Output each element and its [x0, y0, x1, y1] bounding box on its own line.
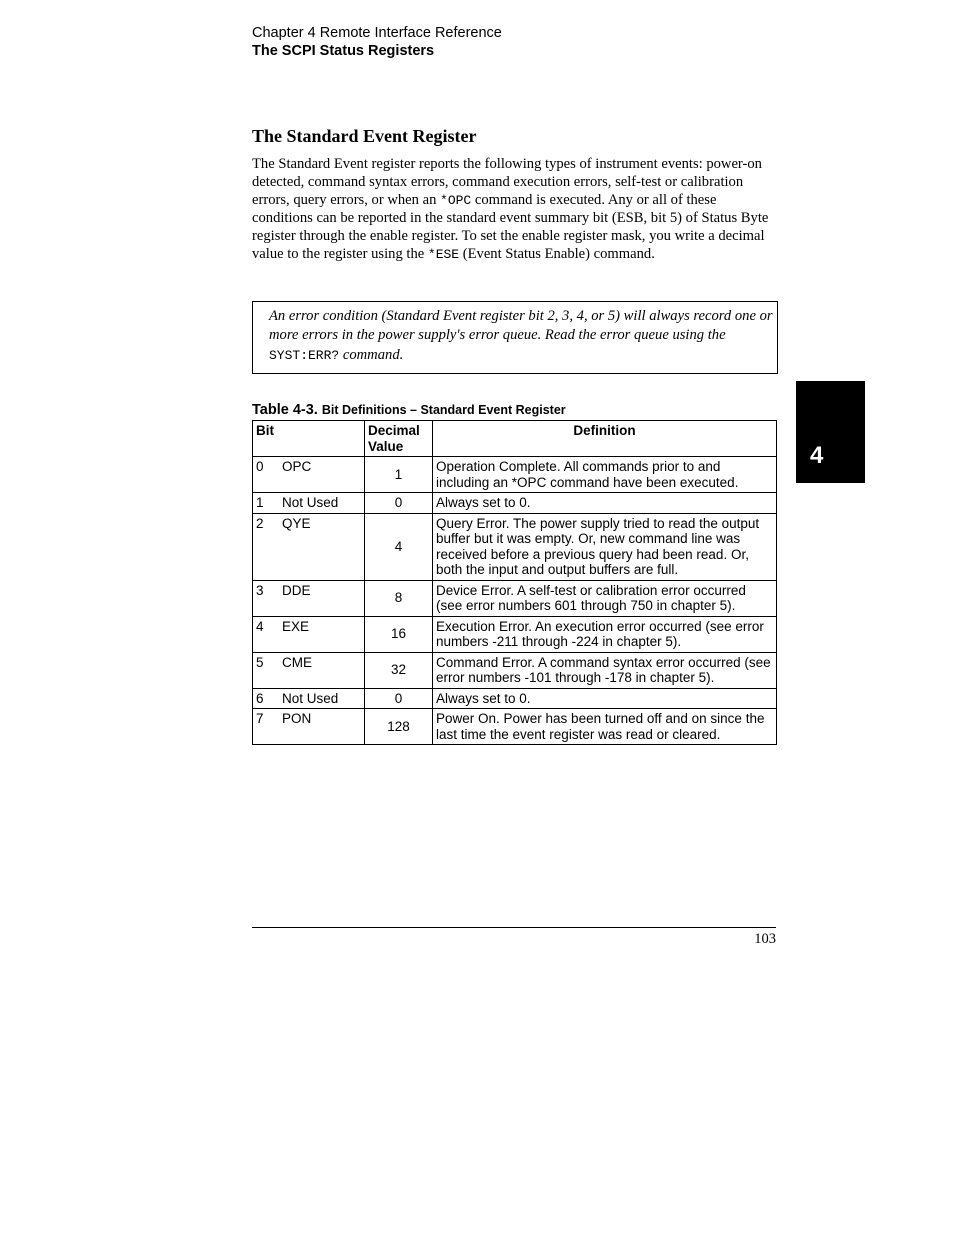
header-definition: Definition [433, 421, 777, 457]
chapter-tab [796, 381, 865, 483]
page-number: 103 [754, 931, 776, 947]
decimal-value: 32 [365, 652, 433, 688]
bit-cell [253, 493, 365, 514]
bit-name: CME [282, 654, 312, 670]
definition-cell: Query Error. The power supply tried to read the output buffer but it was empty. Or, new command line was received before a previous query had been read. Or, both the input and output buffers are full. [433, 513, 777, 580]
bit-name: QYE [282, 515, 311, 531]
bit-number: 5 [256, 654, 264, 670]
table-row [253, 709, 777, 745]
table-row [253, 513, 777, 580]
definition-cell: Execution Error. An execution error occurred (see error numbers -211 through -224 in chapter 5). [433, 616, 777, 652]
bit-number: 6 [256, 690, 264, 706]
decimal-value: 0 [365, 688, 433, 709]
header-decimal-line2: Value [368, 438, 404, 454]
bit-name: Not Used [282, 495, 339, 510]
decimal-value: 0 [365, 493, 433, 514]
table-row [253, 616, 777, 652]
table-row [253, 493, 777, 514]
running-header-chapter: Chapter 4 Remote Interface Reference [252, 25, 502, 41]
opc-command: *OPC [440, 192, 472, 208]
bit-number: 3 [256, 582, 264, 598]
running-header-section: The SCPI Status Registers [252, 43, 435, 59]
table-caption-label: Table 4-3. [252, 402, 318, 418]
decimal-value: 16 [365, 616, 433, 652]
decimal-value: 4 [365, 513, 433, 580]
bit-name: EXE [282, 618, 310, 634]
body-text-2: command is executed. Any or all of these conditions can be reported in the standard event summary bit (ESB, bit 5) of Status Byte register through the enable register. To set the enable register mask, you write a decimal value to the register using the [252, 191, 769, 262]
bit-number: 7 [256, 711, 264, 726]
ese-command: *ESE [427, 246, 460, 262]
bit-definitions-table [252, 420, 777, 745]
definition-cell: Operation Complete. All commands prior to and including an *OPC command have been executed. [433, 457, 777, 493]
body-text-3: (Event Status Enable) command. [459, 245, 655, 262]
bit-number: 4 [256, 618, 264, 634]
bit-cell [253, 513, 365, 580]
table-row [253, 652, 777, 688]
bit-cell [253, 616, 365, 652]
bit-name: Not Used [282, 690, 339, 706]
header-bit: Bit [253, 421, 365, 457]
footer-rule [252, 927, 776, 928]
table-caption-title: Bit Definitions – Standard Event Register [321, 403, 566, 417]
note-box [252, 301, 778, 374]
bit-name: DDE [282, 582, 311, 598]
definition-cell: Always set to 0. [433, 688, 777, 709]
decimal-value: 128 [365, 709, 433, 745]
bit-number: 0 [256, 459, 264, 474]
bit-cell [253, 688, 365, 709]
definition-cell: Always set to 0. [433, 493, 777, 514]
bit-number: 2 [256, 515, 264, 531]
syst-err-command: SYST:ERR? [269, 347, 340, 363]
bit-number: 1 [256, 495, 264, 510]
table-row [253, 580, 777, 616]
table-row [253, 688, 777, 709]
definition-cell: Command Error. A command syntax error occurred (see error numbers -101 through -178 in chapter 5). [433, 652, 777, 688]
body-text-1: The Standard Event register reports the following types of instrument events: power-on detected, command syntax errors, command execution errors, self-test or calibration errors, query errors, or when an [252, 156, 762, 208]
header-decimal-line1: Decimal [368, 423, 420, 438]
decimal-value: 8 [365, 580, 433, 616]
note-text-1: An error condition (Standard Event register bit 2, 3, 4, or 5) will always record one or more errors in the power supply's error queue. Read the error queue using the [269, 308, 773, 344]
decimal-value: 1 [365, 457, 433, 493]
note-text-2: command. [339, 346, 404, 363]
definition-cell: Device Error. A self-test or calibration error occurred (see error numbers 601 through 750 in chapter 5). [433, 580, 777, 616]
section-title: The Standard Event Register [252, 126, 477, 146]
bit-cell [253, 457, 365, 493]
header-decimal-value [365, 421, 433, 457]
table-header-row [253, 421, 777, 457]
note-text [269, 307, 773, 365]
definition-cell: Power On. Power has been turned off and on since the last time the event register was read or cleared. [433, 709, 777, 745]
bit-name: PON [282, 711, 312, 726]
body-paragraph [252, 156, 778, 263]
chapter-tab-number: 4 [810, 442, 824, 469]
bit-cell [253, 652, 365, 688]
bit-cell [253, 580, 365, 616]
table-caption [252, 402, 566, 418]
bit-name: OPC [282, 459, 312, 474]
table-row [253, 457, 777, 493]
bit-cell [253, 709, 365, 745]
